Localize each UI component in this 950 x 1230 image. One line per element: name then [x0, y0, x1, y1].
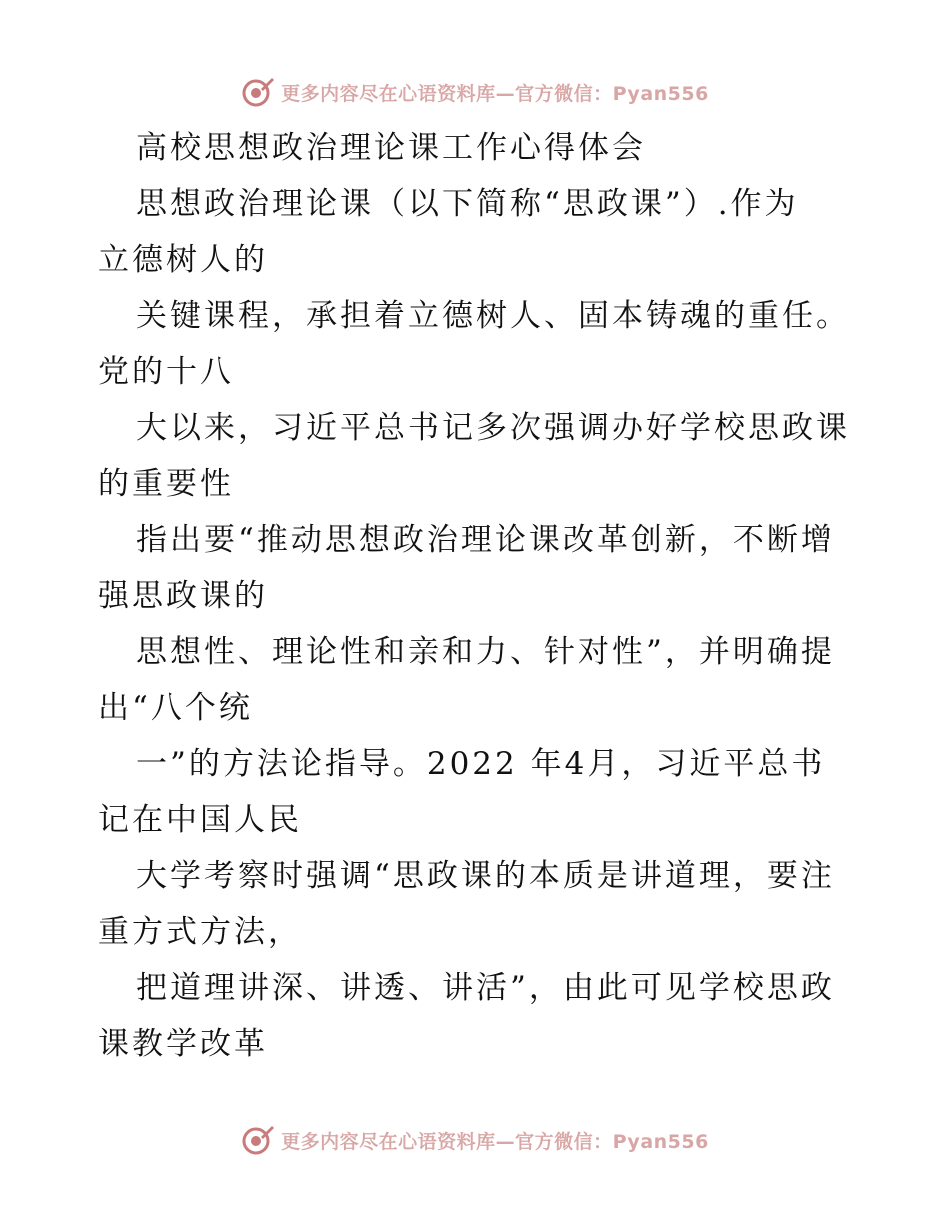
text-line: 党的十八 — [98, 354, 234, 390]
text-line: 重方式方法， — [98, 914, 302, 950]
text-line: 把道理讲深、讲透、讲活”，由此可见学校思政 — [136, 970, 835, 1006]
text-line: 强思政课的 — [98, 578, 268, 614]
text-line: 的重要性 — [98, 466, 234, 502]
text-line: 关键课程，承担着立德树人、固本铸魂的重任。 — [136, 298, 850, 334]
pen-logo-icon — [241, 1123, 275, 1157]
document-body — [98, 120, 858, 1072]
pen-logo-icon — [241, 75, 275, 109]
text-line: 出“八个统 — [98, 690, 253, 726]
watermark-text: 更多内容尽在心语资料库—官方微信：Pyan556 — [281, 1130, 709, 1153]
text-line: 大学考察时强调“思政课的本质是讲道理，要注 — [136, 858, 835, 894]
text-line: 一”的方法论指导。2022 年4月，习近平总书 — [136, 746, 826, 782]
document-title: 高校思想政治理论课工作心得体会 — [136, 130, 646, 166]
text-line: 记在中国人民 — [98, 802, 302, 838]
header-watermark — [0, 72, 950, 112]
text-line: 思想性、理论性和亲和力、针对性”，并明确提 — [136, 634, 835, 670]
text-line: 思想政治理论课（以下简称“思政课”）.作为 — [136, 186, 799, 222]
text-line: 指出要“推动思想政治理论课改革创新，不断增 — [136, 522, 835, 558]
watermark-text: 更多内容尽在心语资料库—官方微信：Pyan556 — [281, 82, 709, 105]
text-line: 立德树人的 — [98, 242, 268, 278]
text-line: 课教学改革 — [98, 1026, 268, 1062]
text-line: 大以来，习近平总书记多次强调办好学校思政课 — [136, 410, 850, 446]
footer-watermark — [0, 1120, 950, 1160]
